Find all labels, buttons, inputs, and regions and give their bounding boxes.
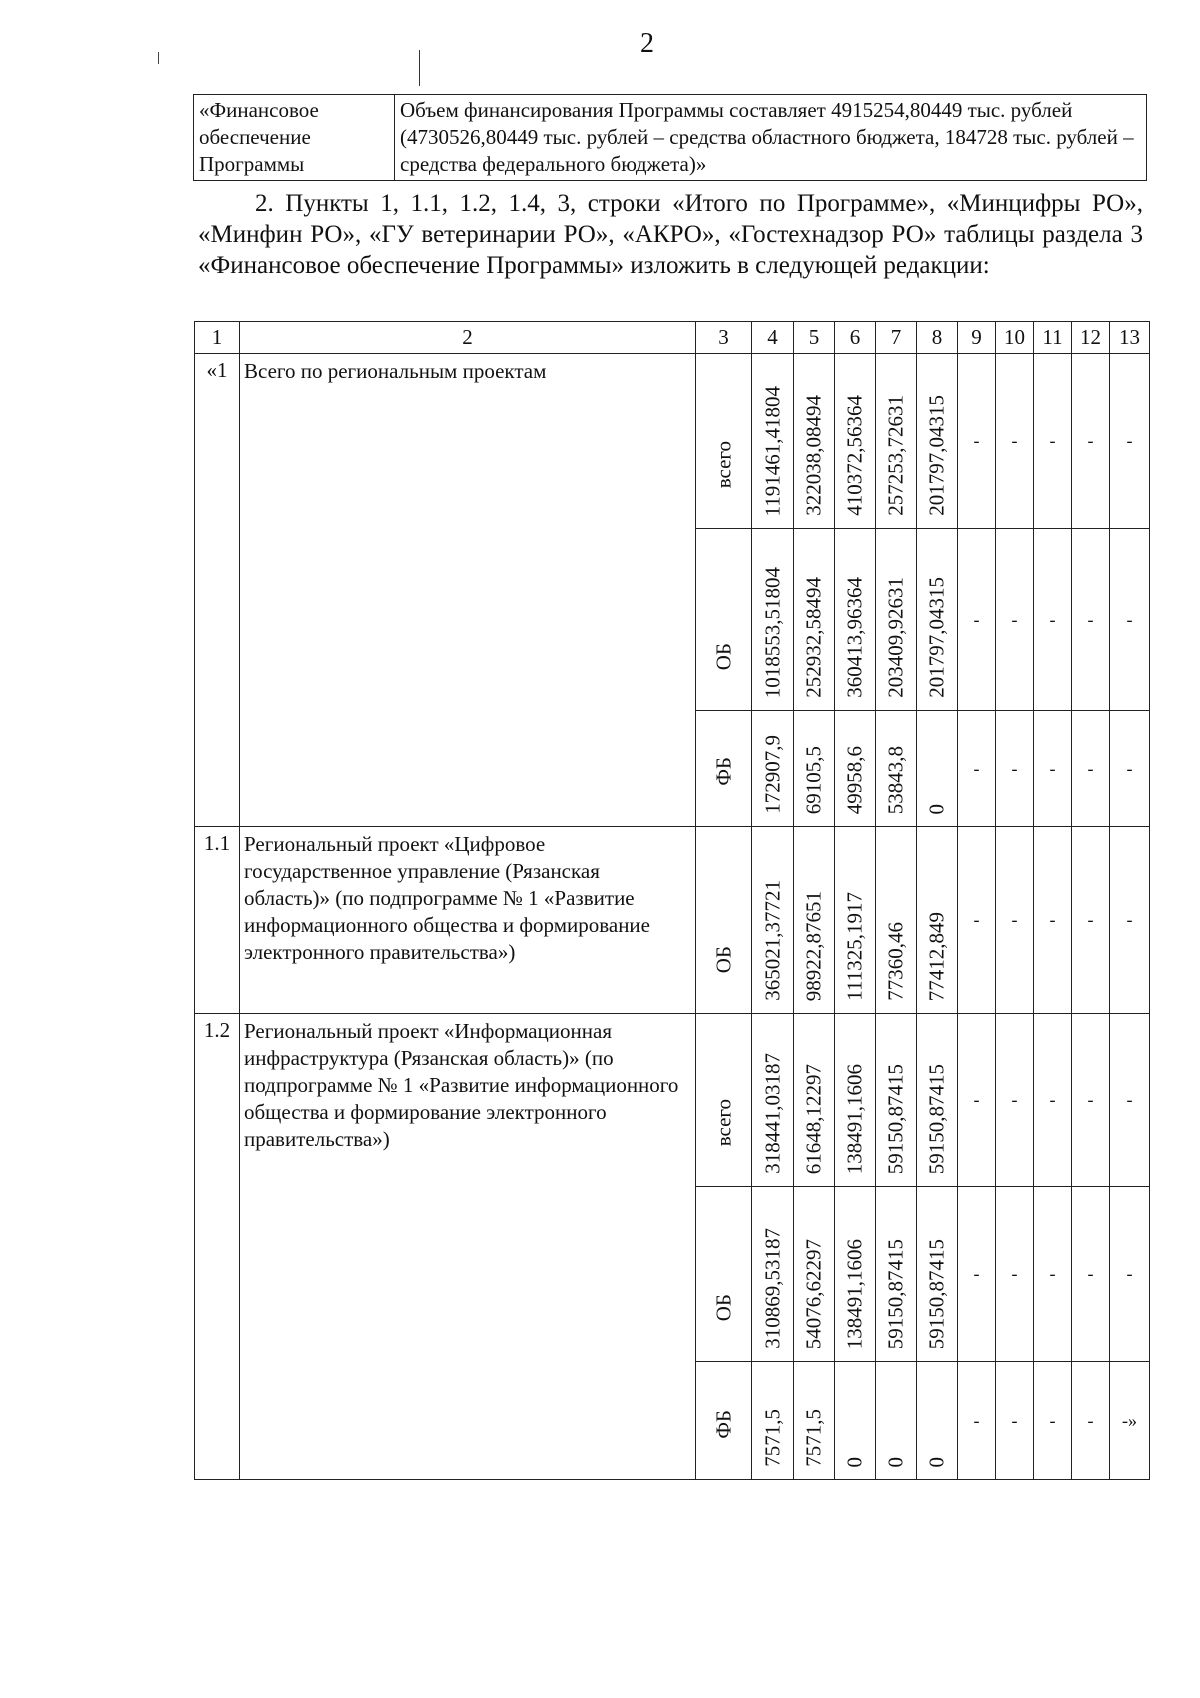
value-cell [1072, 354, 1110, 529]
value-text: - [1049, 1089, 1056, 1110]
value-cell [958, 711, 996, 827]
value-text: -» [1122, 1410, 1137, 1430]
value-text: - [1011, 1089, 1018, 1110]
funding-box-label: «Финансовое обеспечение Программы [194, 95, 395, 181]
value-text: - [1087, 909, 1094, 930]
value-cell [794, 711, 835, 827]
table-header-row [195, 322, 1150, 354]
funding-source-label: ФБ [711, 1410, 735, 1439]
value-cell [752, 827, 794, 1014]
value-text: 111325,1917 [842, 892, 867, 1001]
table-row [195, 1014, 1150, 1187]
value-text: 1018553,51804 [760, 566, 784, 698]
value-text: 410372,56364 [842, 395, 867, 516]
value-text: 201797,04315 [924, 395, 949, 516]
value-cell [996, 1187, 1034, 1362]
value-cell [1110, 529, 1150, 711]
value-text: 53843,8 [883, 745, 908, 814]
column-header: 5 [794, 322, 835, 354]
value-text: - [1126, 1089, 1133, 1110]
value-cell [917, 354, 958, 529]
scan-mark [419, 50, 420, 86]
value-cell [1110, 1187, 1150, 1362]
page-number: 2 [640, 28, 654, 59]
value-cell [1034, 1014, 1072, 1187]
value-text: 0 [842, 1456, 867, 1467]
value-cell [835, 1014, 876, 1187]
value-cell [1072, 827, 1110, 1014]
value-text: 59150,87415 [883, 1063, 908, 1174]
value-cell [752, 711, 794, 827]
value-cell [958, 1362, 996, 1480]
value-cell [958, 529, 996, 711]
value-cell [794, 529, 835, 711]
value-text: - [1049, 1410, 1056, 1430]
funding-source-label: ОБ [711, 1293, 735, 1321]
column-header: 12 [1072, 322, 1110, 354]
funding-source-label: ОБ [711, 945, 735, 973]
value-text: - [1011, 758, 1018, 778]
value-cell [917, 827, 958, 1014]
value-text: 54076,62297 [801, 1238, 826, 1349]
value-text: - [1049, 609, 1056, 629]
value-cell [794, 1187, 835, 1362]
value-cell [1110, 827, 1150, 1014]
value-text: - [1011, 909, 1018, 930]
value-text: 172907,9 [760, 735, 784, 814]
column-header: 10 [996, 322, 1034, 354]
funding-box [193, 94, 1147, 181]
value-cell [1034, 354, 1072, 529]
value-text: - [1087, 758, 1094, 778]
value-text: 59150,87415 [924, 1238, 949, 1349]
table-row [195, 827, 1150, 1014]
value-cell [996, 1014, 1034, 1187]
table-row [195, 354, 1150, 529]
value-text: 138491,1606 [842, 1063, 867, 1174]
value-text: - [973, 1410, 980, 1430]
amendment-paragraph: 2. Пункты 1, 1.1, 1.2, 1.4, 3, строки «Итого по Программе», «Минцифры РО», «Минфин РО», «ГУ ветеринарии РО», «АКРО», «Гостехнадзор РО» таблицы раздела 3 «Финансовое обеспечение Программы» изложить в следующей редакции: [198, 190, 1143, 279]
value-cell [1072, 711, 1110, 827]
value-cell [794, 354, 835, 529]
column-header: 2 [240, 322, 696, 354]
value-text: 257253,72631 [883, 395, 908, 516]
value-cell [917, 711, 958, 827]
value-cell [835, 529, 876, 711]
funding-source-cell [696, 1014, 752, 1187]
value-cell [752, 1014, 794, 1187]
value-text: 98922,87651 [801, 890, 826, 1001]
value-cell [1034, 827, 1072, 1014]
value-cell [835, 711, 876, 827]
value-cell [794, 1014, 835, 1187]
value-text: - [1087, 1263, 1094, 1284]
value-text: 138491,1606 [842, 1238, 867, 1349]
value-text: 7571,5 [801, 1409, 826, 1467]
value-text: - [1126, 1263, 1133, 1284]
value-cell [752, 529, 794, 711]
value-text: - [1087, 1410, 1094, 1430]
value-text: - [1011, 609, 1018, 629]
value-text: - [973, 909, 980, 930]
value-cell [835, 354, 876, 529]
row-number: 1.2 [195, 1014, 240, 1480]
value-text: 360413,96364 [842, 577, 867, 698]
row-number: «1 [195, 354, 240, 827]
funding-source-label: всего [711, 440, 735, 488]
value-cell [996, 711, 1034, 827]
value-cell [996, 529, 1034, 711]
value-text: 252932,58494 [801, 577, 826, 698]
value-text: - [1126, 609, 1133, 629]
row-label: Региональный проект «Информационная инфраструктура (Рязанская область)» (по подпрограмме № 1 «Развитие информационного общества и формирование электронного правительства») [240, 1014, 696, 1480]
funding-source-cell [696, 354, 752, 529]
value-cell [1034, 1362, 1072, 1480]
value-text: 1191461,41804 [760, 385, 784, 516]
value-text: 322038,08494 [801, 395, 826, 516]
row-label: Всего по региональным проектам [240, 354, 696, 827]
value-text: - [1049, 430, 1056, 451]
row-number: 1.1 [195, 827, 240, 1014]
value-cell [996, 1362, 1034, 1480]
value-text: - [1087, 1089, 1094, 1110]
value-cell [1034, 711, 1072, 827]
value-text: - [973, 758, 980, 778]
value-cell [996, 354, 1034, 529]
value-text: - [973, 609, 980, 629]
value-cell [876, 354, 917, 529]
value-text: 49958,6 [842, 745, 867, 814]
value-text: - [1087, 609, 1094, 629]
funding-table [194, 321, 1150, 1480]
value-cell [958, 1014, 996, 1187]
column-header: 11 [1034, 322, 1072, 354]
value-cell [1034, 1187, 1072, 1362]
value-text: 201797,04315 [924, 577, 949, 698]
value-text: - [1126, 758, 1133, 778]
column-header: 13 [1110, 322, 1150, 354]
value-cell [876, 1362, 917, 1480]
value-text: 7571,5 [760, 1409, 784, 1467]
value-text: 59150,87415 [883, 1238, 908, 1349]
value-text: - [1049, 909, 1056, 930]
value-cell [1110, 1014, 1150, 1187]
funding-source-cell [696, 827, 752, 1014]
value-text: 77360,46 [883, 922, 908, 1001]
value-text: 310869,53187 [760, 1228, 784, 1349]
value-cell [752, 1362, 794, 1480]
value-text: - [973, 430, 980, 451]
value-text: - [1049, 1263, 1056, 1284]
value-cell [958, 827, 996, 1014]
value-cell [876, 1014, 917, 1187]
value-cell [835, 827, 876, 1014]
value-cell [917, 1187, 958, 1362]
value-cell [752, 1187, 794, 1362]
column-header: 9 [958, 322, 996, 354]
funding-source-cell [696, 1362, 752, 1480]
column-header: 3 [696, 322, 752, 354]
value-cell [794, 1362, 835, 1480]
value-text: - [1011, 1410, 1018, 1430]
value-text: 69105,5 [801, 745, 826, 814]
funding-source-cell [696, 529, 752, 711]
value-cell [1110, 354, 1150, 529]
column-header: 6 [835, 322, 876, 354]
funding-source-cell [696, 1187, 752, 1362]
value-text: 77412,849 [924, 911, 949, 1001]
value-cell [876, 1187, 917, 1362]
value-cell [1072, 529, 1110, 711]
value-text: - [973, 1089, 980, 1110]
value-cell [835, 1187, 876, 1362]
column-header: 1 [195, 322, 240, 354]
column-header: 7 [876, 322, 917, 354]
value-cell [1110, 711, 1150, 827]
value-cell [876, 529, 917, 711]
value-cell [1072, 1187, 1110, 1362]
value-cell [996, 827, 1034, 1014]
column-header: 4 [752, 322, 794, 354]
value-cell [917, 529, 958, 711]
funding-source-cell [696, 711, 752, 827]
value-cell [917, 1362, 958, 1480]
value-text: 0 [924, 1456, 949, 1467]
value-cell [917, 1014, 958, 1187]
value-text: - [973, 1263, 980, 1284]
value-cell [752, 354, 794, 529]
scan-mark [158, 52, 159, 64]
funding-source-label: всего [711, 1098, 735, 1146]
value-text: - [1011, 430, 1018, 451]
column-header: 8 [917, 322, 958, 354]
value-text: - [1087, 430, 1094, 451]
value-cell [835, 1362, 876, 1480]
value-text: - [1049, 758, 1056, 778]
value-text: 61648,12297 [801, 1063, 826, 1174]
value-cell [876, 827, 917, 1014]
funding-box-text: Объем финансирования Программы составляет 4915254,80449 тыс. рублей (4730526,80449 тыс. рублей – средства областного бюджета, 184728 тыс. рублей – средства федерального бюджета)» [395, 95, 1147, 181]
value-text: 365021,37721 [760, 880, 784, 1001]
value-text: - [1011, 1263, 1018, 1284]
value-text: 0 [924, 803, 949, 814]
value-cell [1110, 1362, 1150, 1480]
value-text: - [1126, 430, 1133, 451]
value-cell [1072, 1362, 1110, 1480]
funding-source-label: ОБ [711, 642, 735, 670]
row-label: Региональный проект «Цифровое государственное управление (Рязанская область)» (по подпрограмме № 1 «Развитие информационного общества и формирование электронного правительства») [240, 827, 696, 1014]
value-text: 0 [883, 1456, 908, 1467]
value-cell [1072, 1014, 1110, 1187]
value-cell [1034, 529, 1072, 711]
funding-source-label: ФБ [711, 757, 735, 786]
value-text: 318441,03187 [760, 1053, 784, 1174]
value-cell [958, 1187, 996, 1362]
value-text: - [1126, 909, 1133, 930]
value-text: 203409,92631 [883, 577, 908, 698]
value-cell [958, 354, 996, 529]
value-cell [794, 827, 835, 1014]
value-cell [876, 711, 917, 827]
value-text: 59150,87415 [924, 1063, 949, 1174]
